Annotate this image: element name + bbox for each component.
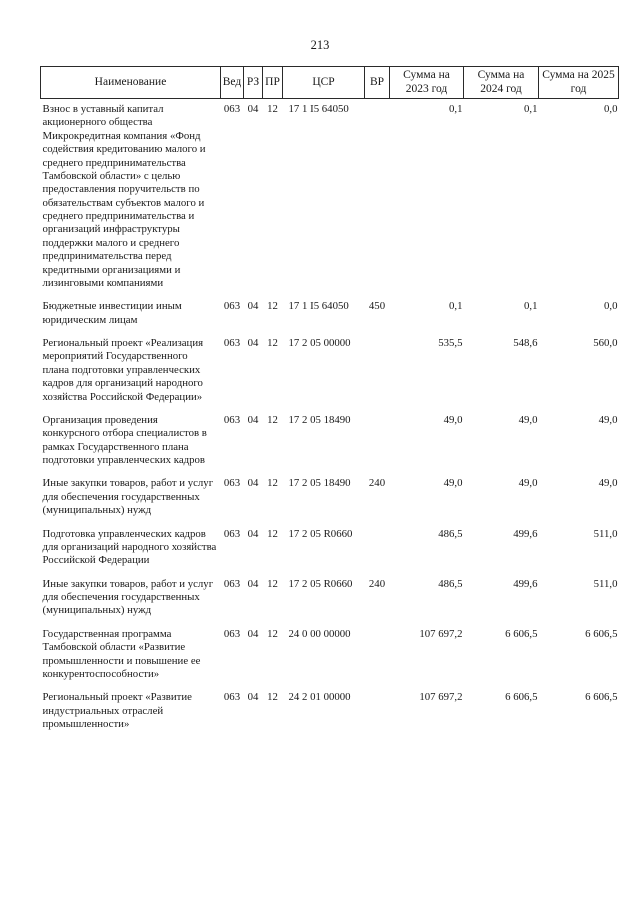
table-row <box>41 524 619 574</box>
row-pr: 12 <box>267 577 278 590</box>
budget-table <box>40 66 619 737</box>
row-pr: 12 <box>267 691 278 704</box>
header-ved: Вед <box>221 67 244 99</box>
row-sum-2023: 49,0 <box>443 413 463 426</box>
row-sum-2025: 6 606,5 <box>585 627 618 640</box>
row-name: Региональный проект «Развитие индустриальных отраслей промышленности» <box>42 691 192 730</box>
table-row <box>41 296 619 333</box>
row-ved: 063 <box>223 337 241 349</box>
header-sum-2025: Сумма на 2025 год <box>539 67 619 99</box>
row-ved: 063 <box>223 103 241 115</box>
row-rz: 04 <box>247 627 259 640</box>
header-vr: ВР <box>365 67 390 99</box>
table-row <box>41 624 619 688</box>
row-ved: 063 <box>223 527 241 540</box>
row-sum-2023: 49,0 <box>443 477 463 490</box>
row-vr <box>365 333 390 410</box>
row-rz: 04 <box>247 300 259 313</box>
row-csr: 17 1 I5 64050 <box>288 103 349 115</box>
row-vr <box>365 687 390 737</box>
row-ved: 063 <box>223 577 241 590</box>
row-pr: 12 <box>267 527 278 540</box>
row-vr: 240 <box>368 577 386 590</box>
row-sum-2023: 535,5 <box>438 337 463 349</box>
row-rz: 04 <box>247 691 259 704</box>
row-sum-2025: 0,0 <box>604 103 618 115</box>
header-name: Наименование <box>41 67 221 99</box>
row-sum-2024: 49,0 <box>518 413 538 426</box>
row-rz: 04 <box>247 477 259 490</box>
row-sum-2024: 499,6 <box>513 527 538 540</box>
table-row <box>41 333 619 410</box>
header-sum-2024: Сумма на 2024 год <box>464 67 539 99</box>
row-ved: 063 <box>223 413 241 426</box>
table-body <box>41 99 619 738</box>
page-number: 213 <box>310 38 330 52</box>
row-vr: 240 <box>368 477 386 490</box>
row-name: Иные закупки товаров, работ и услуг для обеспечения государственных (муниципальных) нужд <box>42 577 214 617</box>
table-row <box>41 687 619 737</box>
row-pr: 12 <box>267 103 278 115</box>
row-rz: 04 <box>247 527 259 540</box>
row-ved: 063 <box>223 300 241 313</box>
header-sum-2023: Сумма на 2023 год <box>390 67 464 99</box>
row-rz: 04 <box>247 413 259 426</box>
table-row <box>41 99 619 297</box>
row-pr: 12 <box>267 300 278 313</box>
row-sum-2025: 49,0 <box>598 477 618 490</box>
row-csr: 17 2 05 00000 <box>288 337 351 349</box>
row-name: Государственная программа Тамбовской области «Развитие промышленности и повышение ее конкурентоспособности» <box>42 627 201 680</box>
row-vr <box>365 524 390 574</box>
row-sum-2023: 0,1 <box>449 103 463 115</box>
row-csr: 24 0 00 00000 <box>288 627 351 640</box>
row-name: Иные закупки товаров, работ и услуг для обеспечения государственных (муниципальных) нужд <box>42 477 214 517</box>
row-csr: 17 2 05 18490 <box>288 477 351 490</box>
row-sum-2023: 0,1 <box>449 300 463 313</box>
header-pr: ПР <box>263 67 283 99</box>
row-sum-2025: 0,0 <box>604 300 618 313</box>
row-sum-2024: 499,6 <box>513 577 538 590</box>
row-sum-2023: 107 697,2 <box>419 691 463 704</box>
row-vr <box>365 410 390 474</box>
row-sum-2025: 560,0 <box>593 337 618 349</box>
row-sum-2025: 6 606,5 <box>585 691 618 704</box>
row-rz: 04 <box>247 577 259 590</box>
row-sum-2025: 511,0 <box>593 577 618 590</box>
row-name: Организация проведения конкурсного отбора специалистов в рамках Государственного плана подготовки управленческих кадров <box>42 413 207 466</box>
row-rz: 04 <box>247 103 259 115</box>
row-sum-2024: 548,6 <box>513 337 538 349</box>
row-name: Взнос в уставный капитал акционерного общества Микрокредитная компания «Фонд содействия кредитованию малого и среднего предпринимательства Тамбовской области» с целью предоставления поручительств по обязательствам субъектов малого и среднего предпринимательства и организаций инфраструктуры поддержки малого и среднего предпринимательства перед кредитными организациями и лизинговыми компаниями <box>42 103 206 289</box>
row-ved: 063 <box>223 477 241 490</box>
row-name: Бюджетные инвестиции иным юридическим лицам <box>42 300 182 326</box>
row-sum-2024: 0,1 <box>524 103 538 115</box>
row-vr: 450 <box>368 300 386 313</box>
row-vr <box>365 624 390 688</box>
row-sum-2024: 49,0 <box>518 477 538 490</box>
row-rz: 04 <box>247 337 259 349</box>
table-row <box>41 574 619 624</box>
row-pr: 12 <box>267 337 278 349</box>
row-sum-2025: 511,0 <box>593 527 618 540</box>
row-csr: 17 1 I5 64050 <box>288 300 349 313</box>
row-csr: 17 2 05 18490 <box>288 413 351 426</box>
table-row <box>41 473 619 523</box>
header-csr: ЦСР <box>283 67 365 99</box>
header-rz: РЗ <box>244 67 263 99</box>
row-ved: 063 <box>223 627 241 640</box>
row-sum-2024: 0,1 <box>524 300 538 313</box>
row-sum-2025: 49,0 <box>598 413 618 426</box>
row-sum-2024: 6 606,5 <box>505 691 538 704</box>
row-csr: 17 2 05 R0660 <box>288 527 353 540</box>
row-pr: 12 <box>267 477 278 490</box>
row-name: Подготовка управленческих кадров для организаций народного хозяйства Российской Федерации <box>42 527 217 567</box>
row-sum-2023: 486,5 <box>438 577 463 590</box>
table-header <box>41 67 619 99</box>
row-vr <box>365 99 390 297</box>
row-csr: 24 2 01 00000 <box>288 691 351 704</box>
row-sum-2023: 486,5 <box>438 527 463 540</box>
table-row <box>41 410 619 474</box>
row-name: Региональный проект «Реализация мероприятий Государственного плана подготовки управленческих кадров для организаций народного хозяйства Российской Федерации» <box>42 337 204 403</box>
row-ved: 063 <box>223 691 241 704</box>
row-sum-2023: 107 697,2 <box>419 627 463 640</box>
row-sum-2024: 6 606,5 <box>505 627 538 640</box>
row-csr: 17 2 05 R0660 <box>288 577 353 590</box>
row-pr: 12 <box>267 627 278 640</box>
row-pr: 12 <box>267 413 278 426</box>
